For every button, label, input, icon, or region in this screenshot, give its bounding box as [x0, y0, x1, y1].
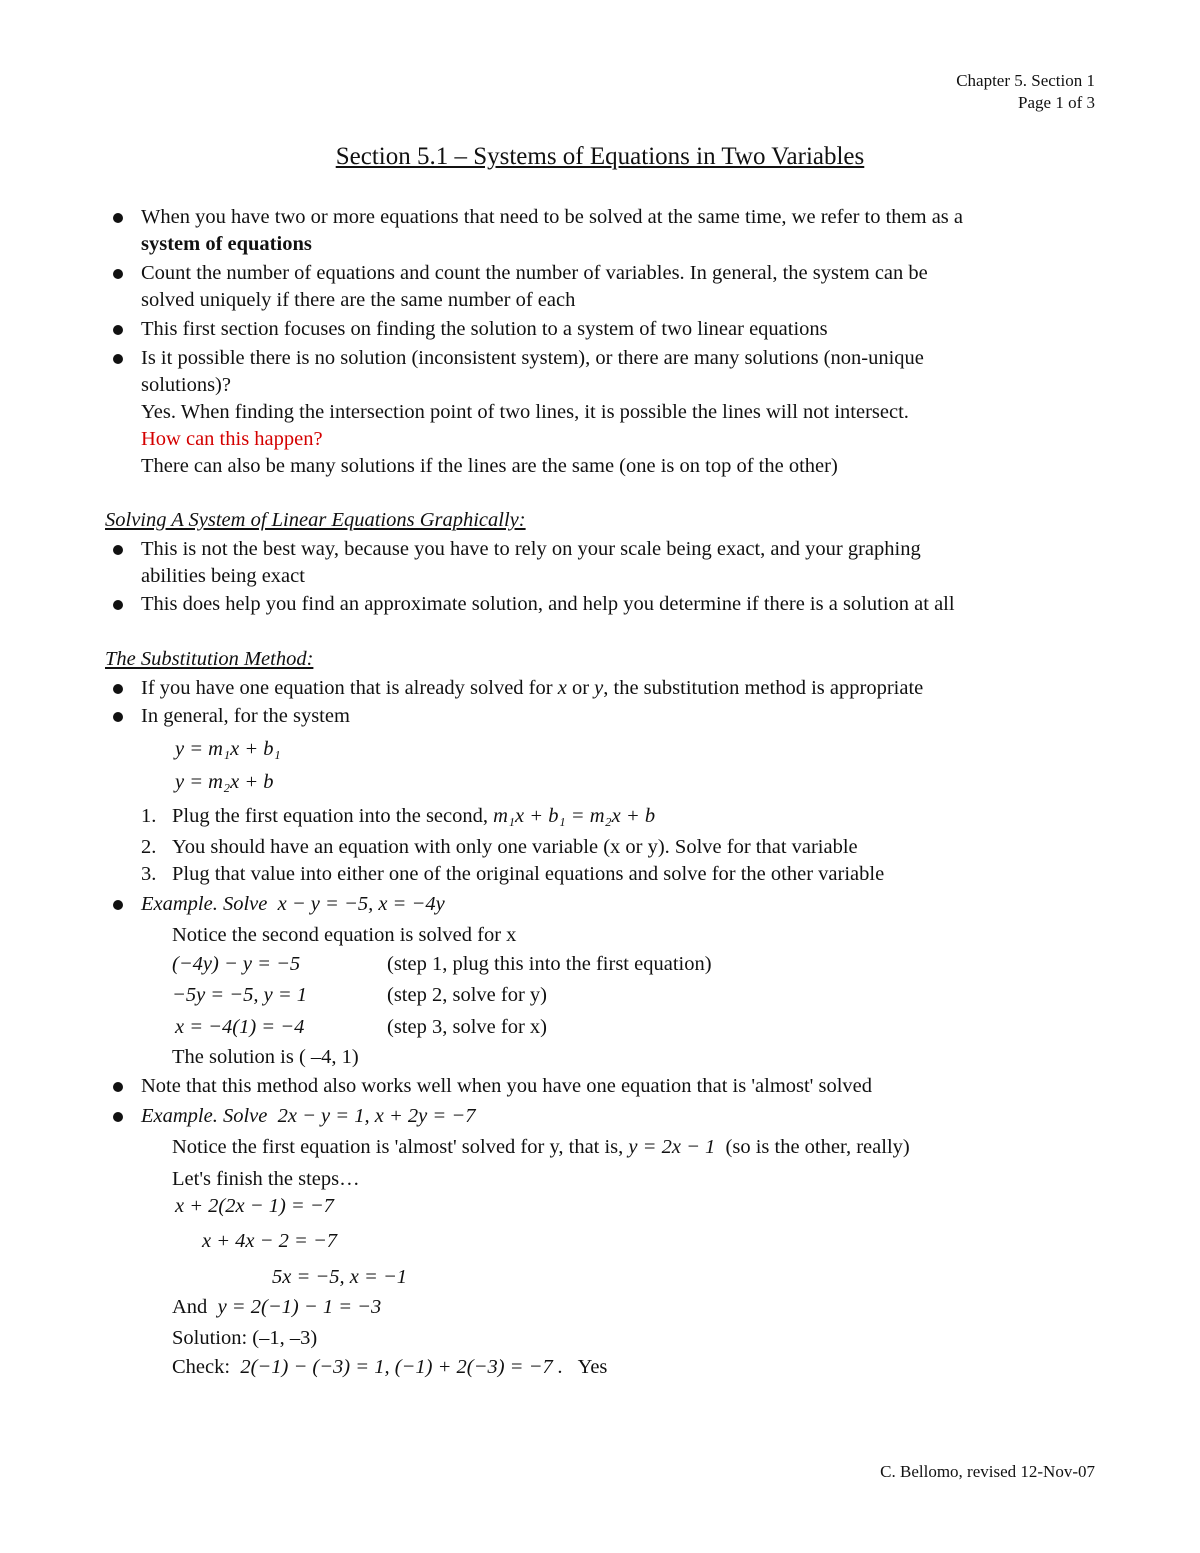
bullet-icon	[113, 213, 123, 223]
intro-bullet-2: Count the number of equations and count the number of variables. In general, the system can be	[141, 262, 928, 284]
example-1-step-1-eq: (−4y) − y = −5	[172, 953, 301, 975]
example-1-step-1-note: (step 1, plug this into the first equation)	[387, 953, 712, 975]
step-number: 2.	[141, 836, 157, 858]
red-question: How can this happen?	[141, 428, 323, 450]
graphical-bullet-2: This does help you find an approximate solution, and help you determine if there is a solution at all	[141, 593, 955, 615]
example-2-check: Check: 2(−1) − (−3) = 1, (−1) + 2(−3) = −7 . Yes	[172, 1356, 608, 1378]
bullet-icon	[113, 325, 123, 335]
bullet-icon	[113, 1082, 123, 1092]
example-1-solution: The solution is ( –4, 1)	[172, 1046, 359, 1068]
intro-bullet-3: This first section focuses on finding the solution to a system of two linear equations	[141, 318, 828, 340]
example-2-finish: Let's finish the steps…	[172, 1168, 360, 1190]
graphical-heading: Solving A System of Linear Equations Graphically:	[105, 509, 526, 531]
example-2-step-1: x + 2(2x − 1) = −7	[175, 1195, 334, 1217]
bullet-icon	[113, 354, 123, 364]
example-2-step-2: x + 4x − 2 = −7	[202, 1230, 338, 1252]
page-header	[956, 70, 1095, 114]
graphical-bullet-1-cont: abilities being exact	[141, 565, 305, 587]
example-1-heading: Example. Solve x − y = −5, x = −4y	[141, 893, 445, 915]
example-1-notice: Notice the second equation is solved for x	[172, 924, 517, 946]
example-2-notice: Notice the first equation is 'almost' solved for y, that is, y = 2x − 1 (so is the other, really)	[172, 1136, 910, 1158]
intro-bullet-4: Is it possible there is no solution (inconsistent system), or there are many solutions (non-unique	[141, 347, 924, 369]
substitution-bullet-2: In general, for the system	[141, 705, 350, 727]
example-1-step-3-eq: x = −4(1) = −4	[175, 1016, 305, 1038]
step-1: Plug the first equation into the second, m₁x + b₁ = m₂x + b	[172, 805, 656, 827]
bullet-icon	[113, 900, 123, 910]
intro-bullet-4-cont: solutions)?	[141, 374, 231, 396]
bullet-icon	[113, 545, 123, 555]
note-bullet: Note that this method also works well when you have one equation that is 'almost' solved	[141, 1075, 873, 1097]
intro-bullet-4-many: There can also be many solutions if the lines are the same (one is on top of the other)	[141, 455, 838, 477]
example-1-step-2-eq: −5y = −5, y = 1	[172, 984, 308, 1006]
intro-bullet-4-yes: Yes. When finding the intersection point of two lines, it is possible the lines will not intersect.	[141, 401, 909, 423]
substitution-bullet-1: If you have one equation that is already solved for x or y, the substitution method is appropriate	[141, 677, 924, 699]
bullet-icon	[113, 600, 123, 610]
page-title: Section 5.1 – Systems of Equations in Two Variables	[335, 143, 865, 170]
example-1-step-3-note: (step 3, solve for x)	[387, 1016, 547, 1038]
page-number: Page 1 of 3	[1018, 93, 1095, 112]
substitution-heading: The Substitution Method:	[105, 648, 314, 670]
intro-bullet-1-bold: system of equations	[141, 233, 312, 255]
bullet-icon	[113, 269, 123, 279]
intro-bullet-1: When you have two or more equations that need to be solved at the same time, we refer to them as a	[141, 206, 964, 228]
example-2-step-3: 5x = −5, x = −1	[272, 1266, 408, 1288]
step-number: 3.	[141, 863, 157, 885]
example-2-solution: Solution: (–1, –3)	[172, 1327, 318, 1349]
system-eq-1: y = m₁x + b₁	[175, 738, 281, 760]
example-2-and: And y = 2(−1) − 1 = −3	[172, 1296, 382, 1318]
example-1-step-2-note: (step 2, solve for y)	[387, 984, 547, 1006]
bullet-icon	[113, 1112, 123, 1122]
chapter-label: Chapter 5. Section 1	[956, 71, 1095, 90]
step-number: 1.	[141, 805, 157, 827]
example-2-heading: Example. Solve 2x − y = 1, x + 2y = −7	[141, 1105, 476, 1127]
bullet-icon	[113, 684, 123, 694]
graphical-bullet-1: This is not the best way, because you have to rely on your scale being exact, and your graphing	[141, 538, 921, 560]
system-eq-2: y = m₂x + b	[175, 771, 274, 793]
step-2: You should have an equation with only one variable (x or y). Solve for that variable	[172, 836, 858, 858]
page-footer: C. Bellomo, revised 12-Nov-07	[880, 1462, 1095, 1481]
intro-bullet-2-cont: solved uniquely if there are the same number of each	[141, 289, 576, 311]
bullet-icon	[113, 712, 123, 722]
step-3: Plug that value into either one of the original equations and solve for the other variable	[172, 863, 885, 885]
